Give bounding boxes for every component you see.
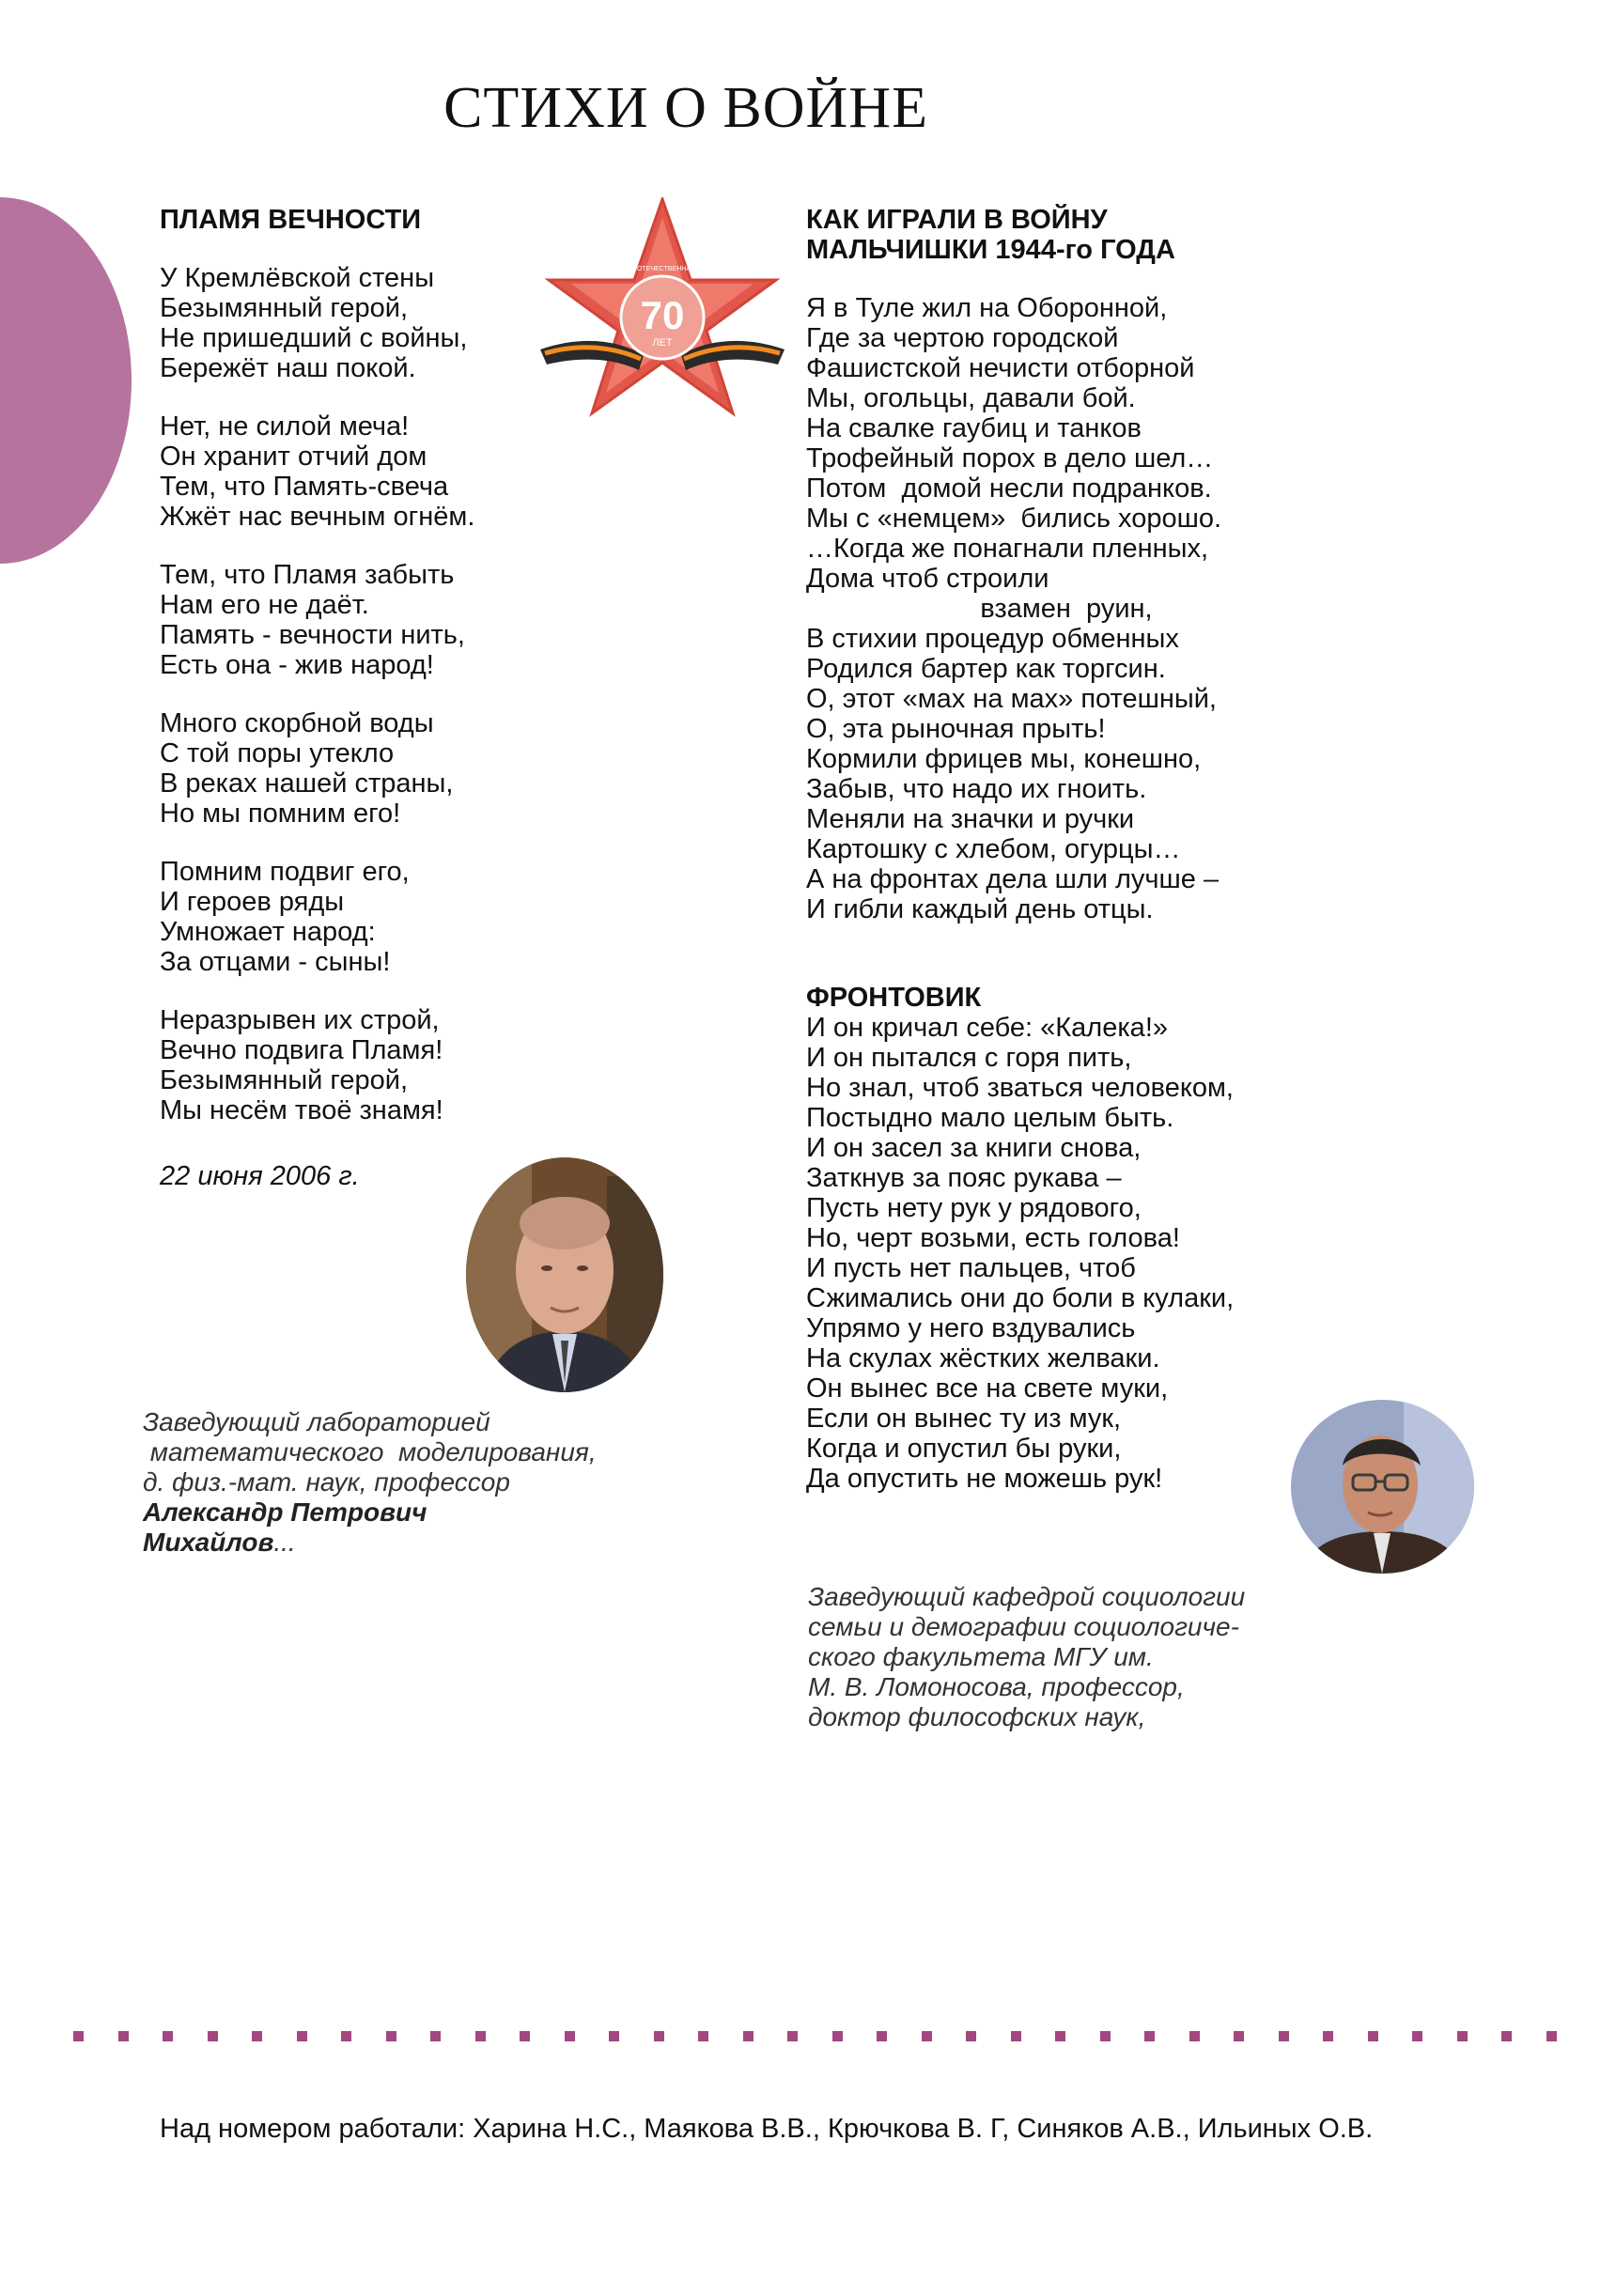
poem-line: Но мы помним его! [160, 799, 401, 829]
separator-dot [1457, 2031, 1468, 2041]
separator-dot [386, 2031, 396, 2041]
separator-dot [1011, 2031, 1021, 2041]
poem-line: Упрямо у него вздувались [806, 1313, 1136, 1343]
poem-line: О, этот «мах на мах» потешный, [806, 684, 1217, 714]
author-caption-1 [143, 1407, 597, 1558]
caption-line: ского факультета МГУ им. [808, 1642, 1154, 1671]
author-name: Александр Петрович [143, 1497, 427, 1527]
poem-line: Вечно подвига Пламя! [160, 1035, 443, 1065]
poem-line: Нам его не даёт. [160, 590, 369, 620]
separator-dot [922, 2031, 932, 2041]
poem-line: Мы с «немцем» бились хорошо. [806, 504, 1222, 534]
caption-ellipsis: ... [273, 1528, 296, 1557]
caption-line: М. В. Ломоносова, профессор, [808, 1672, 1185, 1701]
separator-dot [1234, 2031, 1244, 2041]
caption-line: доктор философских наук, [808, 1702, 1146, 1731]
poem-line: Тем, что Память-свеча [160, 472, 449, 502]
poem-line: Много скорбной воды [160, 708, 434, 738]
poem-line: Заткнув за пояс рукава – [806, 1163, 1122, 1193]
poem-line: В реках нашей страны, [160, 768, 454, 799]
dotted-separator [73, 2030, 1558, 2043]
separator-dot [430, 2031, 441, 2041]
poem-line: Где за чертою городской [806, 323, 1119, 353]
emblem-year-left: 1945 [581, 262, 616, 280]
poem-line: О, эта рыночная прыть! [806, 714, 1106, 744]
poem-line: Он хранит отчий дом [160, 442, 427, 472]
poem-line: Помним подвиг его, [160, 857, 410, 887]
separator-dot [163, 2031, 173, 2041]
poem-line: Тем, что Пламя забыть [160, 560, 455, 590]
poem-line: Родился бартер как торгсин. [806, 654, 1166, 684]
poem-line: Если он вынес ту из мук, [806, 1404, 1122, 1434]
poem-line: В стихии процедур обменных [806, 624, 1179, 654]
poem-line: И он засел за книги снова, [806, 1133, 1142, 1163]
separator-dot [1144, 2031, 1155, 2041]
separator-dot [520, 2031, 530, 2041]
separator-dot [118, 2031, 129, 2041]
poem-lines [806, 293, 1332, 924]
author-surname: Михайлов [143, 1528, 274, 1557]
poem-line: С той поры утекло [160, 738, 395, 768]
poem-line: Мы, огольцы, давали бой. [806, 383, 1136, 413]
poem-line: Он вынес все на свете муки, [806, 1373, 1169, 1404]
stanza [160, 1005, 592, 1125]
poem-line: Есть она - жив народ! [160, 650, 434, 680]
caption-line: математического моделирования, [143, 1437, 597, 1466]
author-photo-mikhailov [466, 1157, 663, 1392]
separator-dot [1055, 2031, 1065, 2041]
author-photo-2 [1291, 1400, 1474, 1574]
separator-dot [297, 2031, 307, 2041]
poem-line: Фашистской нечисти отборной [806, 353, 1195, 383]
poem-line: Не пришедший с войны, [160, 323, 468, 353]
separator-dot [252, 2031, 262, 2041]
emblem-number: 70 [640, 293, 685, 337]
poem-line: И гибли каждый день отцы. [806, 894, 1154, 924]
separator-dot [73, 2031, 84, 2041]
separator-dot [877, 2031, 887, 2041]
separator-dot [654, 2031, 664, 2041]
poem-line: Картошку с хлебом, огурцы… [806, 834, 1181, 864]
poem-frontovik-title: ФРОНТОВИК [806, 983, 982, 1013]
separator-dot [1368, 2031, 1378, 2041]
poem-line: И героев ряды [160, 887, 345, 917]
poem-line: Умножает народ: [160, 917, 376, 947]
poem-line: И он кричал себе: «Калека!» [806, 1013, 1169, 1043]
separator-dot [787, 2031, 798, 2041]
poem-title: КАК ИГРАЛИ В ВОЙНУ МАЛЬЧИШКИ 1944-го ГОДА [806, 205, 1175, 265]
decorative-circle [0, 197, 132, 564]
poem-line: Когда и опустил бы руки, [806, 1434, 1122, 1464]
caption-line: д. физ.-мат. наук, профессор [143, 1467, 510, 1497]
author-caption-2 [808, 1582, 1245, 1732]
poem-line: …Когда же понагнали пленных, [806, 534, 1209, 564]
poem-line: Да опустить не можешь рук! [806, 1464, 1163, 1494]
separator-dot [1501, 2031, 1512, 2041]
poem-line: И пусть нет пальцев, чтоб [806, 1253, 1136, 1283]
separator-dot [1100, 2031, 1111, 2041]
separator-dot [1189, 2031, 1200, 2041]
poem-line: Память - вечности нить, [160, 620, 465, 650]
separator-dot [609, 2031, 619, 2041]
poem-line: Безымянный герой, [160, 1065, 409, 1095]
separator-dot [1546, 2031, 1557, 2041]
poem-line: У Кремлёвской стены [160, 263, 435, 293]
separator-dot [565, 2031, 575, 2041]
poem-line: взамен руин, [806, 594, 1153, 624]
separator-dot [966, 2031, 976, 2041]
separator-dot [698, 2031, 708, 2041]
poem-title: ПЛАМЯ ВЕЧНОСТИ [160, 205, 422, 235]
poem-line: Бережёт наш покой. [160, 353, 416, 383]
poem-line: Постыдно мало целым быть. [806, 1103, 1174, 1133]
poem-line: Сжимались они до боли в кулаки, [806, 1283, 1235, 1313]
poem-line: Неразрывен их строй, [160, 1005, 440, 1035]
emblem-year-right: 2015 [707, 262, 742, 280]
poem-line: Но, черт возьми, есть голова! [806, 1223, 1180, 1253]
emblem-unit: ЛЕТ [652, 337, 673, 349]
poem-line: Трофейный порох в дело шел… [806, 443, 1214, 473]
poem-line: Безымянный герой, [160, 293, 409, 323]
page-title: СТИХИ О ВОЙНЕ [443, 76, 928, 140]
separator-dot [832, 2031, 843, 2041]
separator-dot [1279, 2031, 1289, 2041]
separator-dot [743, 2031, 754, 2041]
stanza [160, 263, 592, 383]
poem-line: И он пытался с горя пить, [806, 1043, 1132, 1073]
poem-line: Меняли на значки и ручки [806, 804, 1135, 834]
poem-line: Я в Туле жил на Оборонной, [806, 293, 1168, 323]
caption-line: Заведующий кафедрой социологии [808, 1582, 1246, 1611]
separator-dot [208, 2031, 218, 2041]
stanza [160, 411, 592, 532]
poem-line: Мы несём твоё знамя! [160, 1095, 443, 1125]
poem-line: Но знал, чтоб зваться человеком, [806, 1073, 1234, 1103]
poem-line: Жжёт нас вечным огнём. [160, 502, 475, 532]
emblem-ribbon-text: ВЕЛИКАЯ ОТЕЧЕСТВЕННАЯ ВОЙНА [604, 266, 721, 272]
separator-dot [1323, 2031, 1333, 2041]
poem-line: На скулах жёстких желваки. [806, 1343, 1160, 1373]
poem-war-games [806, 205, 1332, 1494]
poem-line: Пусть нету рук у рядового, [806, 1193, 1142, 1223]
caption-line: Заведующий лабораторией [143, 1407, 490, 1436]
poem-line: Потом домой несли подранков. [806, 473, 1212, 504]
separator-dot [341, 2031, 351, 2041]
poem-line: На свалке гаубиц и танков [806, 413, 1142, 443]
footer-credits: Над номером работали: Харина Н.С., Маякова В.В., Крючкова В. Г, Синяков А.В., Ильиных О.В. [160, 2114, 1374, 2144]
stanza [160, 560, 592, 680]
caption-line: семьи и демографии социологиче- [808, 1612, 1239, 1641]
poem-stanzas [160, 263, 592, 1125]
stanza [160, 708, 592, 829]
separator-dot [1412, 2031, 1422, 2041]
poem-line: За отцами - сыны! [160, 947, 391, 977]
poem-line: Нет, не силой меча! [160, 411, 410, 442]
poem-date: 22 июня 2006 г. [160, 1161, 360, 1191]
separator-dot [475, 2031, 486, 2041]
poem-frontovik-lines [806, 1013, 1332, 1494]
poem-eternal-flame [160, 205, 592, 1192]
stanza [160, 857, 592, 977]
poem-line: Забыв, что надо их гноить. [806, 774, 1147, 804]
poem-line: А на фронтах дела шли лучше – [806, 864, 1220, 894]
poem-line: Дома чтоб строили [806, 564, 1049, 594]
poem-line: Кормили фрицев мы, конешно, [806, 744, 1202, 774]
